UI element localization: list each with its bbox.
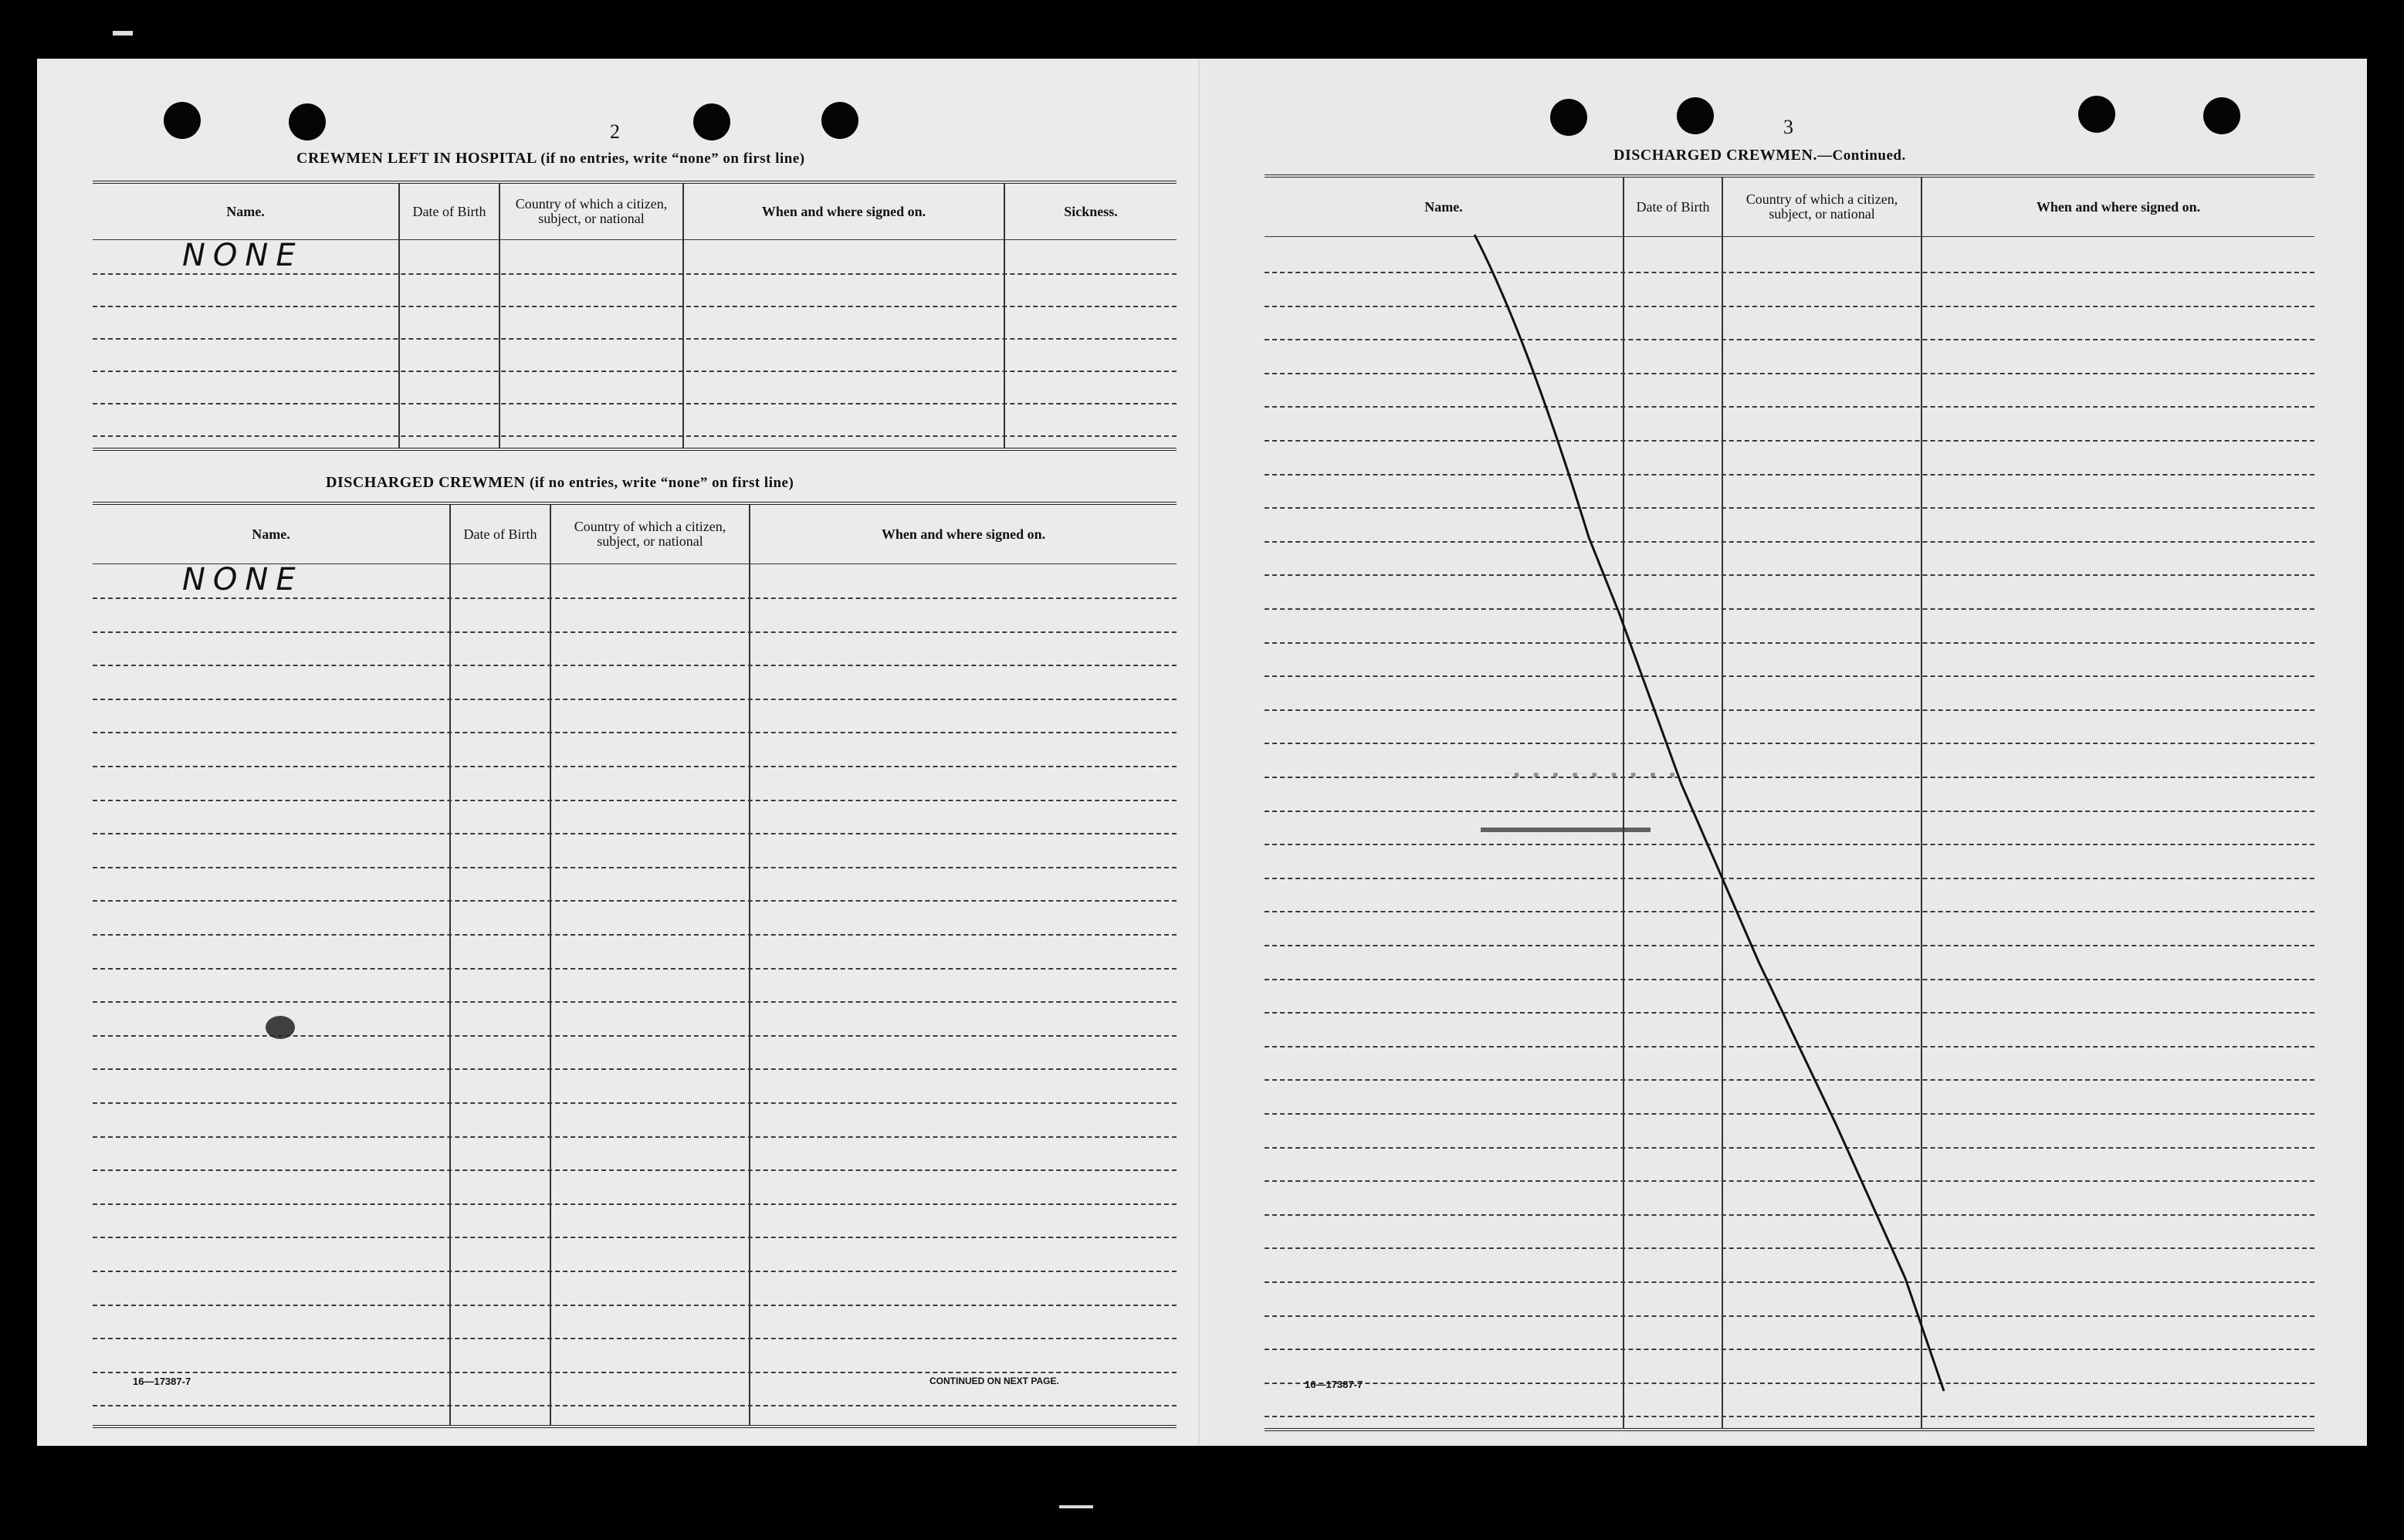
handwritten-entry: NONE [182, 238, 303, 273]
col-header-country: Country of which a citizen, subject, or national [574, 519, 726, 549]
entry-line [93, 1372, 1177, 1373]
column-divider [550, 505, 551, 1425]
column-divider [1004, 184, 1005, 448]
section-title-main: CREWMEN LEFT IN HOSPITAL [296, 150, 537, 167]
entry-line [93, 833, 1177, 834]
entry-line [93, 1405, 1177, 1406]
col-header-country: Country of which a citizen, subject, or national [1745, 191, 1898, 222]
col-header-name: Name. [226, 203, 265, 219]
col-header-dob: Date of Birth [1636, 198, 1710, 215]
section-title-main: DISCHARGED CREWMEN [326, 474, 526, 491]
faint-stamp: ▪▪▪▪▪▪▪▪▪ [1502, 764, 1678, 784]
entry-line [93, 597, 1177, 599]
entry-line [93, 631, 1177, 633]
entry-line [93, 900, 1177, 902]
entry-line [93, 766, 1177, 767]
entry-line [93, 403, 1177, 404]
entry-line [93, 934, 1177, 936]
entry-line [93, 665, 1177, 666]
column-divider [499, 184, 500, 448]
entry-line [93, 1001, 1177, 1003]
entry-line [93, 800, 1177, 801]
page-number: 2 [610, 120, 620, 143]
entry-line [93, 1305, 1177, 1306]
col-header-dob: Date of Birth [412, 203, 486, 219]
col-header-signed-on: When and where signed on. [2036, 198, 2201, 215]
column-divider [398, 184, 400, 448]
entry-line [93, 968, 1177, 970]
section-title-note: (if no entries, write “none” on first line) [540, 151, 805, 167]
entry-line [93, 1136, 1177, 1138]
entry-line [93, 1203, 1177, 1205]
col-header-dob: Date of Birth [463, 526, 537, 542]
punch-hole [693, 103, 730, 140]
entry-line [93, 1271, 1177, 1272]
entry-line [93, 1169, 1177, 1171]
entry-line [93, 273, 1177, 275]
entry-line [93, 1068, 1177, 1070]
section-title-hospital [296, 150, 805, 168]
col-header-country: Country of which a citizen, subject, or national [515, 196, 668, 226]
entry-line [93, 867, 1177, 868]
entry-line [93, 1237, 1177, 1238]
col-header-name: Name. [252, 526, 290, 542]
entry-line [93, 306, 1177, 307]
col-header-name: Name. [1424, 198, 1463, 215]
section-title-note: (if no entries, write “none” on first line) [529, 475, 794, 491]
left-page [37, 59, 1203, 1446]
column-divider [682, 184, 684, 448]
entry-line [93, 1338, 1177, 1339]
continued-note: CONTINUED ON NEXT PAGE. [929, 1376, 1059, 1386]
page-number: 3 [1783, 116, 1793, 138]
form-number: 16—17387-7 [133, 1376, 191, 1387]
col-header-sickness: Sickness. [1064, 203, 1118, 219]
cancellation-line [1203, 59, 2367, 1446]
col-header-signed-on: When and where signed on. [881, 526, 1046, 542]
entry-line [93, 732, 1177, 733]
handwritten-entry: NONE [182, 562, 303, 597]
discharged-table [93, 502, 1177, 1428]
punch-hole [289, 103, 326, 140]
form-number: 16—17387-7 [1305, 1379, 1363, 1390]
col-header-signed-on: When and where signed on. [761, 203, 926, 219]
ink-smudge [266, 1016, 295, 1039]
section-title-note: —Continued. [1817, 147, 1906, 164]
entry-line [93, 371, 1177, 372]
entry-line [93, 338, 1177, 340]
entry-line [93, 435, 1177, 437]
section-title-discharged [326, 474, 794, 492]
scan-artifact [1059, 1505, 1093, 1508]
section-title-main: DISCHARGED CREWMEN. [1613, 147, 1817, 164]
entry-line [93, 699, 1177, 700]
entry-line [93, 1035, 1177, 1037]
punch-hole [821, 102, 858, 139]
scan-artifact [113, 31, 133, 36]
column-divider [449, 505, 451, 1425]
hospital-table [93, 181, 1177, 451]
entry-line [93, 1102, 1177, 1104]
punch-hole [164, 102, 201, 139]
column-divider [749, 505, 750, 1425]
right-page [1203, 59, 2367, 1446]
